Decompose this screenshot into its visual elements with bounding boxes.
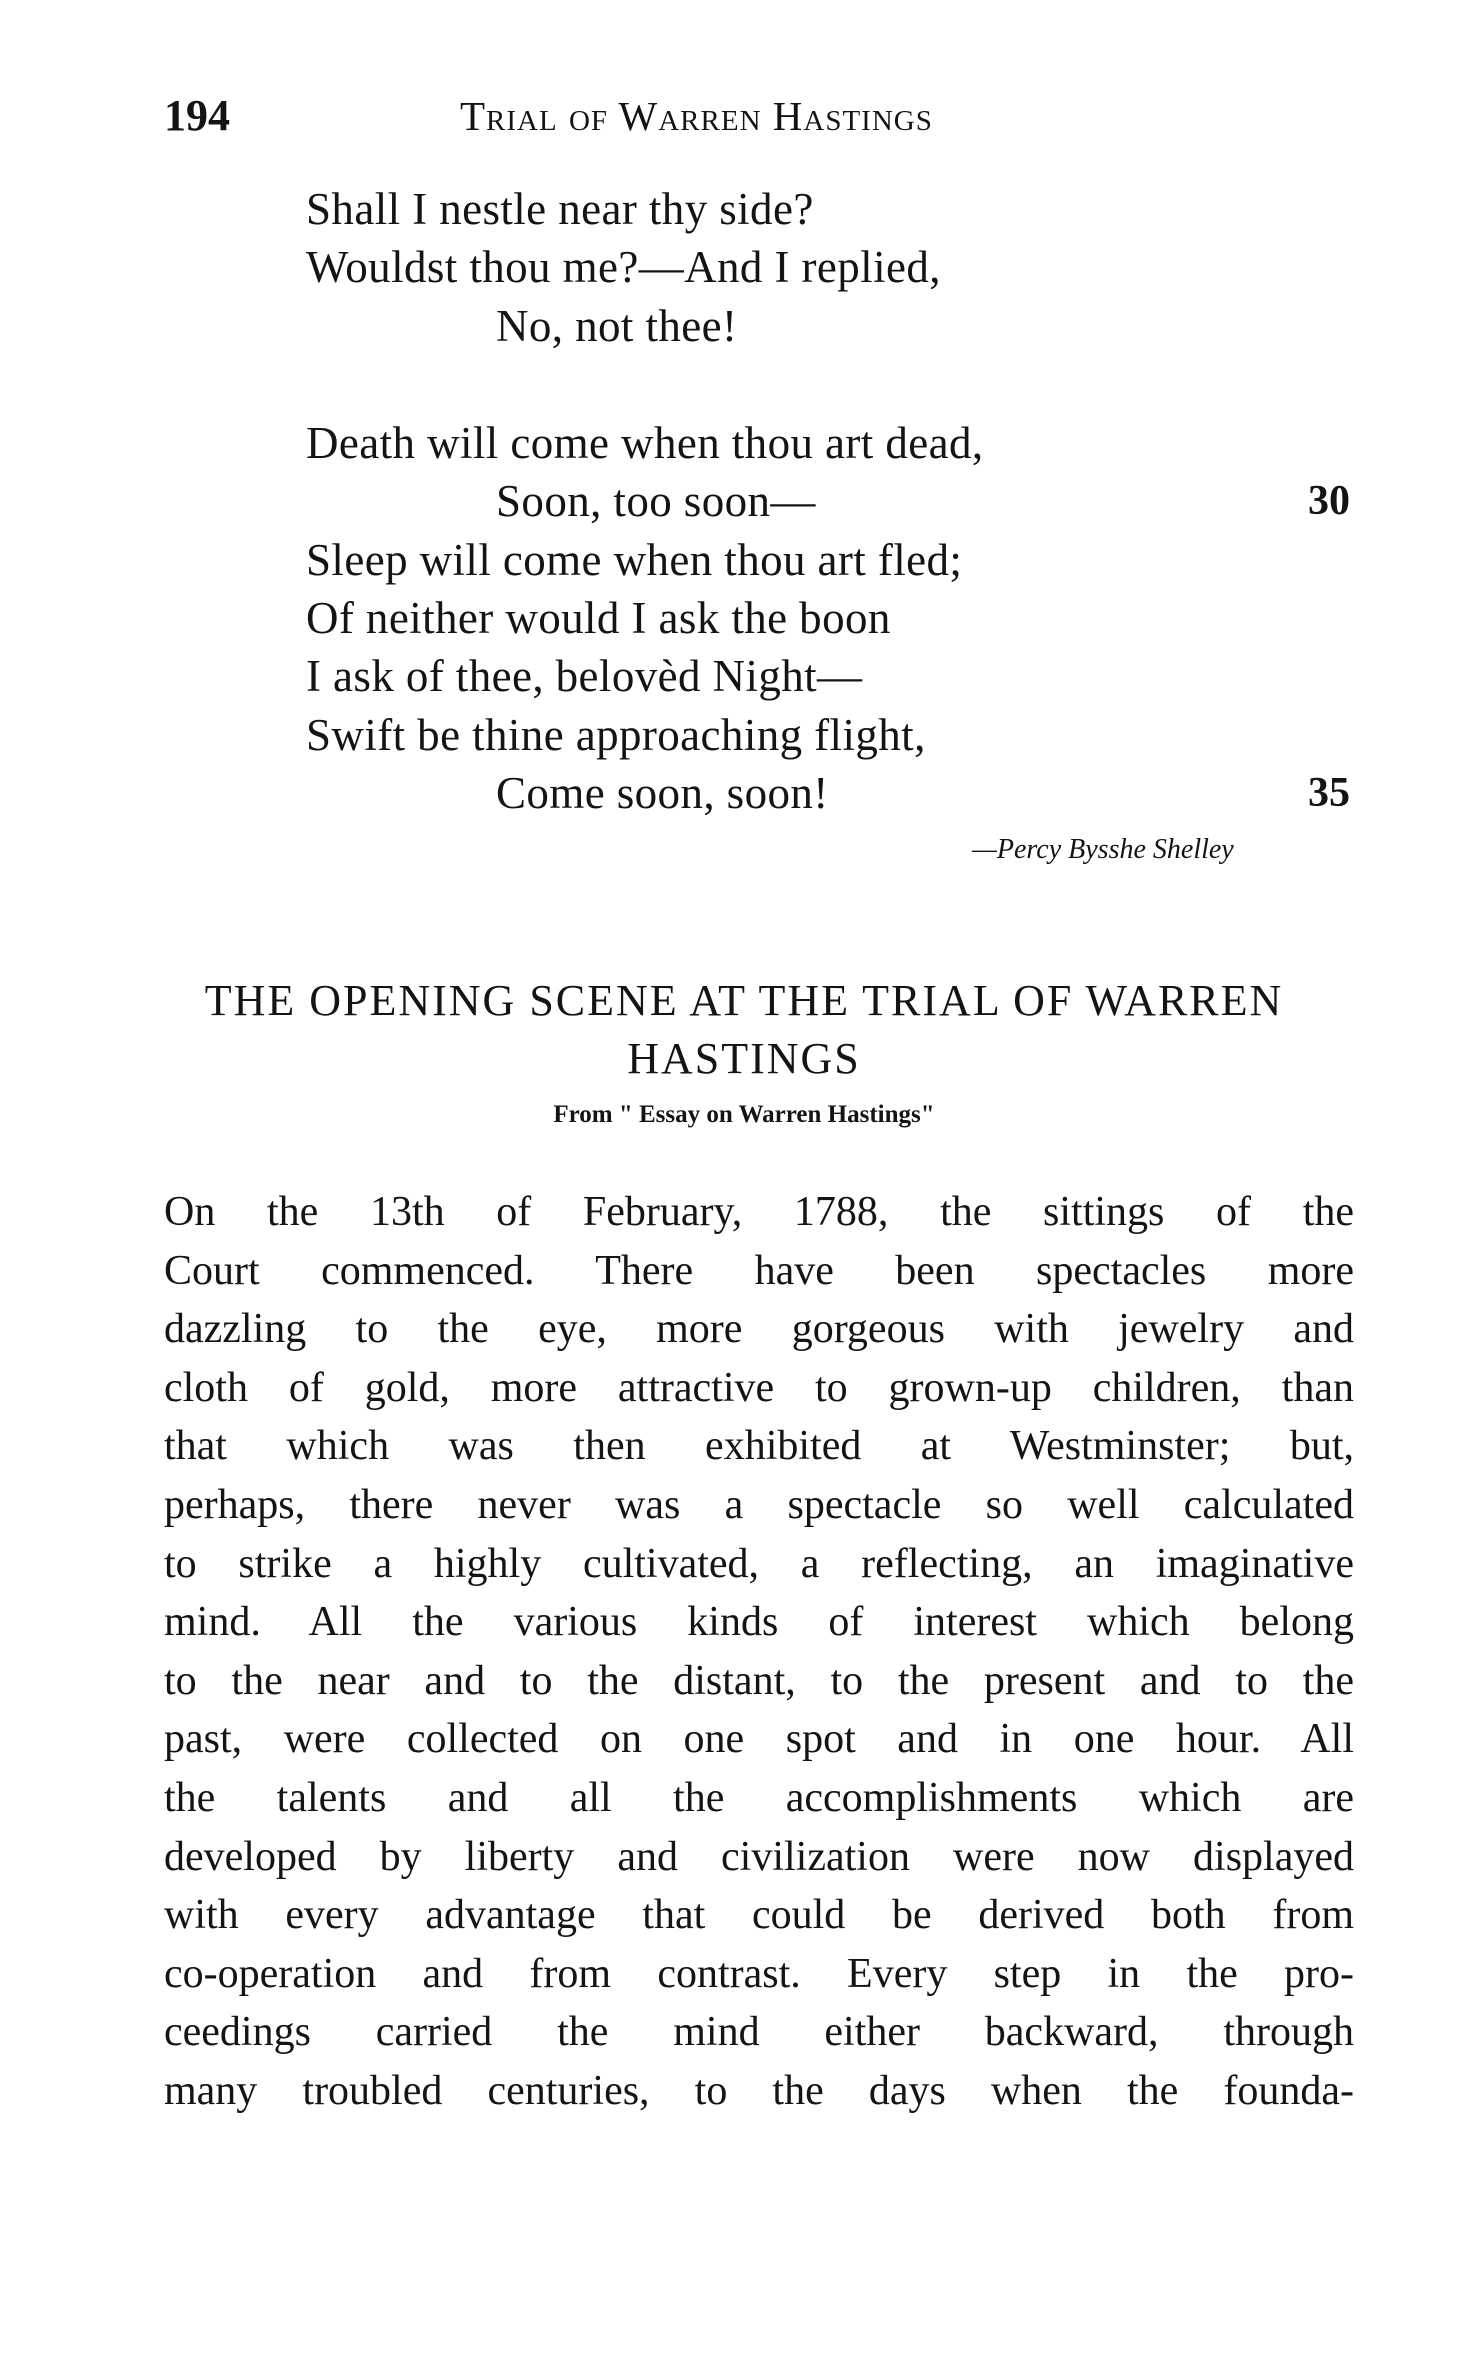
essay-paragraph xyxy=(164,1183,1354,2121)
paragraph-line: many troubled centuries, to the days when the founda- xyxy=(164,2067,1354,2114)
poem-line: Wouldst thou me?—And I replied, xyxy=(306,242,941,292)
paragraph-line: to the near and to the distant, to the present and to the xyxy=(164,1657,1354,1704)
paragraph-line: the talents and all the accomplishments which are xyxy=(164,1774,1354,1821)
poem-attribution: —Percy Bysshe Shelley xyxy=(972,834,1234,865)
line-number: 30 xyxy=(1308,478,1350,524)
paragraph-line: mind. All the various kinds of interest which belong xyxy=(164,1599,1354,1646)
essay-source: From " Essay on Warren Hastings" xyxy=(553,1101,935,1128)
paragraph-line: On the 13th of February, 1788, the sittings of the xyxy=(164,1189,1354,1235)
poem-line: Of neither would I ask the boon xyxy=(306,593,891,643)
poem-line: Come soon, soon! xyxy=(496,768,829,818)
paragraph-line: developed by liberty and civilization were now displayed xyxy=(164,1833,1354,1880)
poem-line: Swift be thine approaching flight, xyxy=(306,710,926,760)
running-head: Trial of Warren Hastings xyxy=(460,93,933,139)
paragraph-line: ceedings carried the mind either backward, through xyxy=(164,2009,1354,2056)
paragraph-line: Court commenced. There have been spectacles more xyxy=(164,1247,1354,1294)
poem-line: No, not thee! xyxy=(496,301,738,351)
poem-line: Shall I nestle near thy side? xyxy=(306,184,814,234)
paragraph-line: cloth of gold, more attractive to grown-up children, than xyxy=(164,1364,1354,1411)
paragraph-line: to strike a highly cultivated, a reflecting, an imaginative xyxy=(164,1540,1354,1587)
paragraph-line: co-operation and from contrast. Every step in the pro- xyxy=(164,1950,1354,1997)
line-number: 35 xyxy=(1308,770,1350,816)
poem-line: Soon, too soon— xyxy=(496,476,816,526)
paragraph-line: with every advantage that could be derived both from xyxy=(164,1892,1354,1939)
paragraph-line: dazzling to the eye, more gorgeous with jewelry and xyxy=(164,1306,1354,1353)
paragraph-line: perhaps, there never was a spectacle so well calculated xyxy=(164,1481,1354,1528)
poem-line: Sleep will come when thou art fled; xyxy=(306,535,963,585)
page-number: 194 xyxy=(164,91,230,140)
paragraph-line: that which was then exhibited at Westminster; but, xyxy=(164,1423,1354,1470)
essay-title: THE OPENING SCENE AT THE TRIAL OF WARREN HASTINGS xyxy=(204,976,1284,1083)
poem-line: I ask of thee, belovèd Night— xyxy=(306,651,863,701)
poem-line: Death will come when thou art dead, xyxy=(306,418,984,468)
paragraph-line: past, were collected on one spot and in one hour. All xyxy=(164,1716,1354,1763)
